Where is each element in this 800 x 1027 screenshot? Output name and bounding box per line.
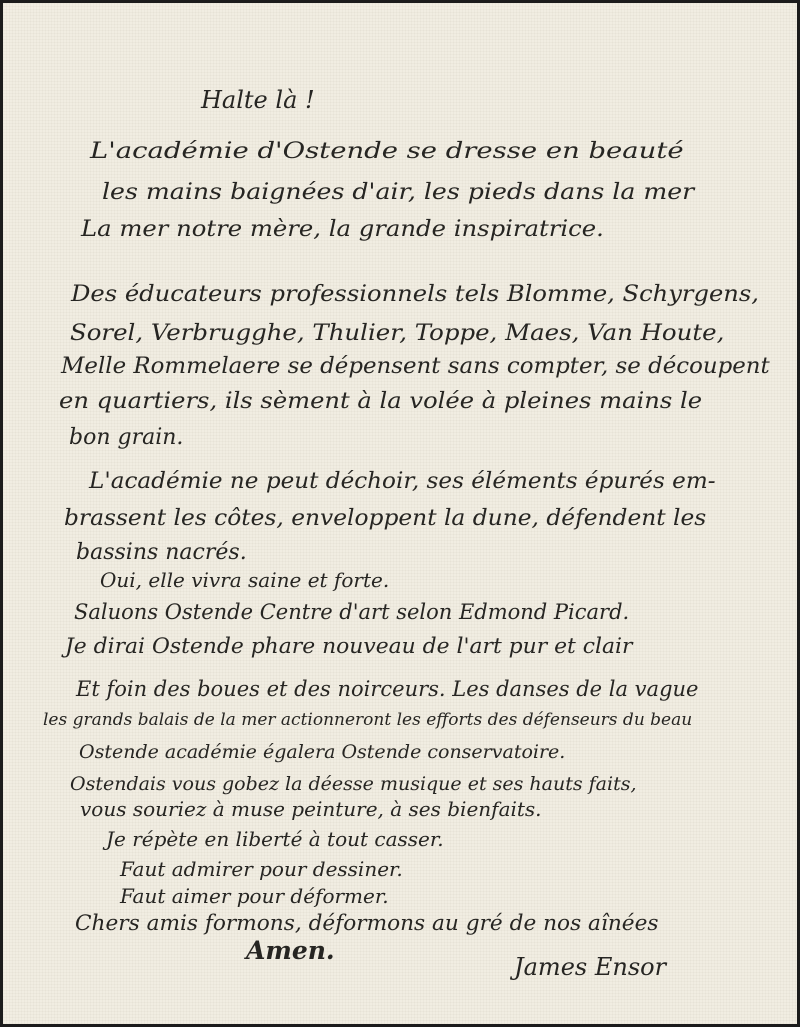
letter-line: Ostende académie égalera Ostende conservatoire. xyxy=(79,741,566,763)
letter-line: brassent les côtes, enveloppent la dune, défendent les xyxy=(64,506,707,531)
letter-line: Oui, elle vivra saine et forte. xyxy=(100,568,390,592)
letter-line: Des éducateurs professionnels tels Blomme, Schyrgens, xyxy=(71,282,759,307)
letter-line: Melle Rommelaere se dépensent sans compter, se découpent xyxy=(61,354,770,379)
letter-line: Ostendais vous gobez la déesse musique et ses hauts faits, xyxy=(70,773,637,795)
letter-line: Sorel, Verbrugghe, Thulier, Toppe, Maes, Van Houte, xyxy=(70,321,725,346)
letter-line: les mains baignées d'air, les pieds dans la mer xyxy=(102,179,695,205)
letter-line: bon grain. xyxy=(69,425,184,450)
letter-line: Je dirai Ostende phare nouveau de l'art pur et clair xyxy=(65,634,633,658)
letter-line: vous souriez à muse peinture, à ses bienfaits. xyxy=(80,797,542,821)
letter-line: Faut aimer pour déformer. xyxy=(120,884,389,908)
letter-line: L'académie d'Ostende se dresse en beauté xyxy=(90,138,684,164)
letter-line: L'académie ne peut déchoir, ses éléments épurés em- xyxy=(89,469,716,494)
letter-line: en quartiers, ils sèment à la volée à pleines mains le xyxy=(59,389,703,414)
letter-line: les grands balais de la mer actionneront les efforts des défenseurs du beau xyxy=(43,710,693,730)
letter-line: Chers amis formons, déformons au gré de nos aînées xyxy=(75,911,659,935)
letter-line: Faut admirer pour dessiner. xyxy=(120,857,403,881)
letter-line: Et foin des boues et des noirceurs. Les danses de la vague xyxy=(76,677,699,701)
letter-title: Halte là ! xyxy=(201,86,315,114)
letter-line: La mer notre mère, la grande inspiratrice. xyxy=(81,216,604,242)
letter-line: Je répète en liberté à tout casser. xyxy=(106,827,444,851)
letter-page xyxy=(3,3,797,1024)
letter-closing: Amen. xyxy=(246,936,335,965)
signature: James Ensor xyxy=(514,953,667,981)
letter-line: bassins nacrés. xyxy=(76,540,247,565)
letter-line: Saluons Ostende Centre d'art selon Edmond Picard. xyxy=(74,600,630,624)
